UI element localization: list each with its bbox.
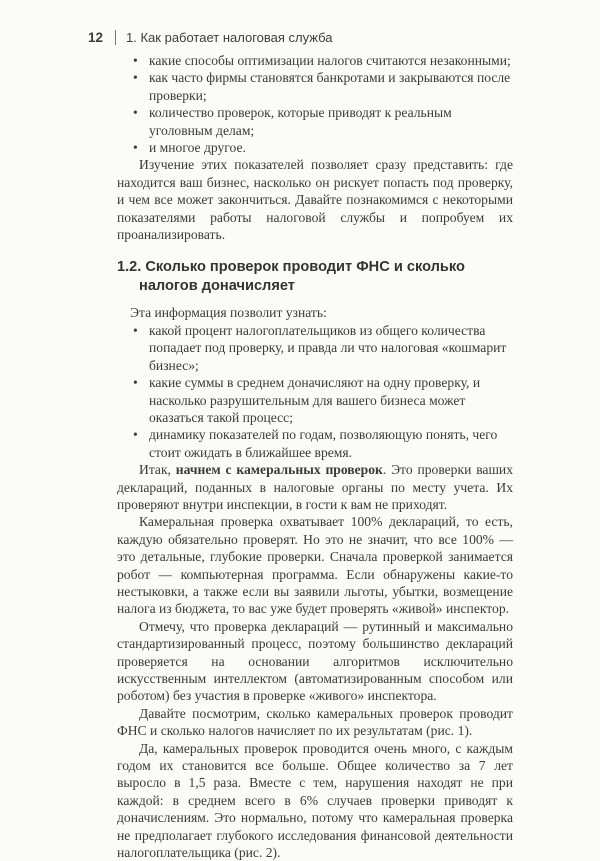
list-lead: Эта информация позволит узнать:	[130, 305, 327, 321]
list-item: • динамику показателей по годам, позволяющую понять, чего стоит ожидать в ближайшее время.	[149, 426, 513, 461]
paragraph-2: Камеральная проверка охватывает 100% деклараций, то есть, каждую обязательно проверят. Но это не значит, что все 100% — это детальные, глубокие проверки. Сначала проверкой занимается робот — компьютерная программа. Если обнаружены какие-то нестыковки, а также если вы заявили льготы, убытки, возмещение налога из бюджета, то вас уже будет проверять «живой» инспектор.	[117, 514, 513, 617]
list-item: • какой процент налогоплательщиков из общего количества попадает под проверку, и правда ли что налоговая «кошмарит бизнес»;	[149, 322, 513, 374]
paragraph-3: Отмечу, что проверка деклараций — рутинный и максимально стандартизированный процесс, поэтому большинство деклараций проверяется на основании алгоритмов исключительно искусственным интеллектом (автоматизированным способом или роботом) без участия в проверке «живого» инспектора.	[117, 618, 513, 704]
paragraph-4: Давайте посмотрим, сколько камеральных проверок проводит ФНС и сколько налогов начисляет по их результатам (рис. 1).	[117, 705, 513, 739]
paragraph-1-start: Итак,	[139, 462, 176, 478]
list-item: • и многое другое.	[149, 139, 513, 156]
body-text	[117, 52, 513, 861]
paragraph-1-rest: . Это проверки ваших деклараций, поданных в налоговые органы по месту учета. Их проверяют внутри инспекции, в гости к вам не приходят.	[117, 462, 513, 512]
section-heading: 1.2. Сколько проверок проводит ФНС и сколько налогов доначисляет	[117, 259, 465, 295]
bullet-list-1	[117, 52, 513, 156]
chapter-title: 1. Как работает налоговая служба	[126, 30, 333, 45]
paragraph-intro: Изучение этих показателей позволяет сразу представить: где находится ваш бизнес, насколько он рискует попасть под проверку, и чем все может закончиться. Давайте познакомимся с некоторыми показателями работы налоговой службы и попробуем их проанализировать.	[117, 157, 513, 243]
paragraph-5: Да, камеральных проверок проводится очень много, с каждым годом их становится все больше. Общее количество за 7 лет выросло в 1,5 раза. Вместе с тем, нарушения находят не при каждой: в среднем всего в 6% случаев проверки приводят к доначислениям. Это нормально, потому что камеральная проверка не предполагает глубокого исследования финансовой деятельности налогоплательщика (рис. 2).	[117, 740, 513, 861]
list-item: • какие способы оптимизации налогов считаются незаконными;	[149, 52, 513, 69]
list-item: • какие суммы в среднем доначисляют на одну проверку, и насколько разрушительным для вашего бизнеса может оказаться такой процесс;	[149, 374, 513, 426]
paragraph-1	[117, 461, 513, 513]
page-number: 12	[88, 30, 104, 45]
header-divider	[115, 30, 116, 45]
emphasis-text: начнем с камеральных проверок	[175, 462, 383, 478]
running-header	[88, 30, 333, 45]
bullet-list-2	[117, 322, 513, 461]
list-item: • количество проверок, которые приводят к реальным уголовным делам;	[149, 104, 513, 139]
list-item: • как часто фирмы становятся банкротами и закрываются после проверки;	[149, 69, 513, 104]
